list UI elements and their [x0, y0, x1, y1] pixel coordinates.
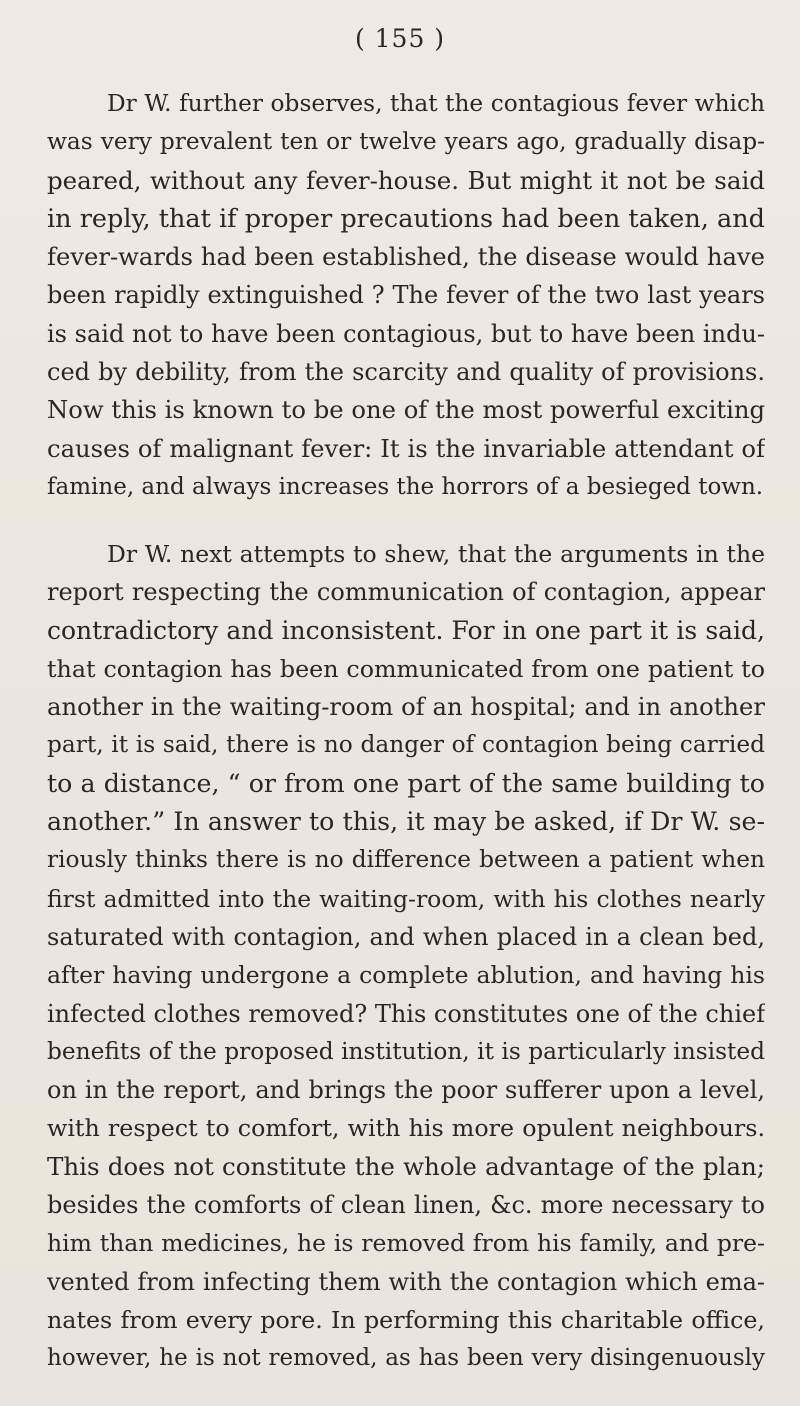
page-number: ( 155 ) [354, 24, 446, 53]
text-line: This does not constitute the whole advantage of the plan; [47, 1151, 765, 1181]
text-line: been rapidly extinguished ? The fever of the two last years [47, 281, 765, 310]
text-line: part, it is said, there is no danger of contagion being carried [47, 731, 765, 759]
text-line: to a distance, “ or from one part of the same building to [47, 768, 765, 798]
text-line: causes of malignant fever: It is the invariable attendant of [47, 433, 765, 463]
text-line: was very prevalent ten or twelve years ago, gradually disap- [47, 128, 765, 156]
text-line: is said not to have been contagious, but to have been indu- [47, 319, 765, 348]
text-line: ced by debility, from the scarcity and quality of provisions. [47, 358, 765, 387]
text-line: Dr W. next attempts to shew, that the arguments in the [107, 540, 765, 568]
text-line: after having undergone a complete ablution, and having his [47, 961, 765, 990]
text-line: another in the waiting-room of an hospital; and in another [47, 692, 765, 722]
text-line: contradictory and inconsistent. For in one part it is said, [47, 615, 765, 645]
text-line: nates from every pore. In performing this charitable office, [47, 1305, 765, 1334]
text-line: Now this is known to be one of the most powerful exciting [47, 395, 765, 425]
text-line: first admitted into the waiting-room, with his clothes nearly [47, 884, 765, 913]
text-line: with respect to comfort, with his more opulent neighbours. [47, 1114, 765, 1143]
text-line: infected clothes removed? This constitutes one of the chief [47, 999, 765, 1028]
text-line: vented from infecting them with the contagion which ema- [47, 1267, 765, 1296]
text-line: however, he is not removed, as has been very disingenuously [47, 1345, 765, 1372]
text-line: him than medicines, he is removed from his family, and pre- [47, 1229, 765, 1258]
text-line: besides the comforts of clean linen, &c. more necessary to [47, 1191, 765, 1220]
text-line: benefits of the proposed institution, it is particularly insisted [47, 1037, 765, 1065]
text-line: Dr W. further observes, that the contagious fever which [107, 90, 765, 117]
text-line: in reply, that if proper precautions had been taken, and [47, 203, 765, 234]
text-line: peared, without any fever-house. But might it not be said [47, 165, 765, 195]
text-line: report respecting the communication of contagion, appear [47, 578, 765, 607]
text-line: saturated with contagion, and when placed in a clean bed, [47, 922, 765, 951]
text-line: fever-wards had been established, the disease would have [47, 242, 765, 272]
text-line: that contagion has been communicated from one patient to [47, 654, 765, 683]
text-line: riously thinks there is no difference between a patient when [47, 846, 765, 874]
text-line: famine, and always increases the horrors of a besieged town. [47, 473, 764, 500]
paragraph-2 [47, 535, 765, 1378]
paragraph-1 [47, 85, 765, 506]
text-line: on in the report, and brings the poor sufferer upon a level, [47, 1076, 765, 1105]
text-line: another.” In answer to this, it may be asked, if Dr W. se- [47, 807, 765, 837]
